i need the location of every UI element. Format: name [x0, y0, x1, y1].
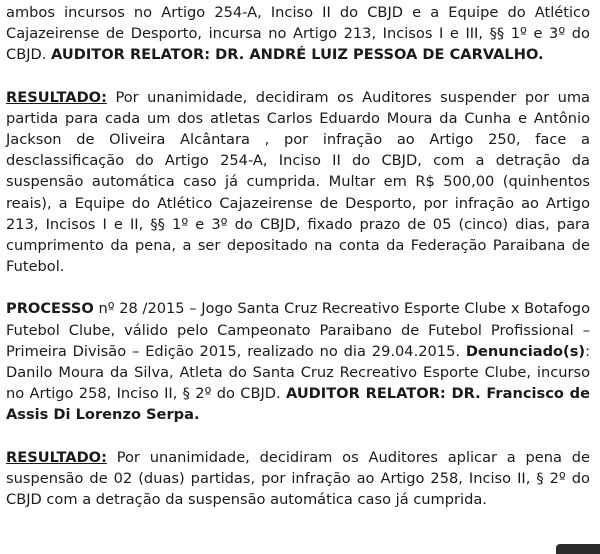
- resultado-label-2: RESULTADO:: [6, 448, 107, 466]
- paragraph-process-continuation: [6, 2, 590, 66]
- auditor-relator-1: AUDITOR RELATOR: DR. ANDRÉ LUIZ PESSOA DE CARVALHO.: [51, 46, 544, 64]
- processo-text-b: : Danilo Moura da Silva, Atleta do Santa Cruz Recreativo Esporte Clube, incurso no Artigo 258, Inciso II, § 2º do CBJD.: [6, 342, 590, 403]
- paragraph-resultado-1: [6, 87, 590, 278]
- resultado-text-1: Por unanimidade, decidiram os Auditores suspender por uma partida para cada um dos atletas Carlos Eduardo Moura da Cunha e Antônio Jackson de Oliveira Alcântara , por infração ao Artigo 250, face a desclassificação do Artigo 254-A, Inciso II do CBJD, com a detração da suspensão automática caso já cumprida. Multar em R$ 500,00 (quinhentos reais), a Equipe do Atlético Cajazeirense de Desporto, por infração ao Artigo 213, Incisos I e II, §§ 1º e 3º do CBJD, fixado prazo de 05 (cinco) dias, para cumprimento da pena, a ser depositado na conta da Federação Paraibana de Futebol.: [6, 88, 590, 276]
- paragraph-processo-28: [6, 298, 590, 425]
- paragraph-resultado-2: [6, 447, 590, 511]
- process-continuation-text: ambos incursos no Artigo 254-A, Inciso II do CBJD e a Equipe do Atlético Cajazeirense de Desporto, incursa no Artigo 213, Incisos I e III, §§ 1º e 3º do CBJD.: [6, 4, 590, 64]
- processo-label: PROCESSO: [6, 300, 94, 318]
- scan-edge-mark: [556, 544, 600, 554]
- document-page: [6, 2, 590, 510]
- processo-text-a: nº 28 /2015 – Jogo Santa Cruz Recreativo Esporte Clube x Botafogo Futebol Clube, válido pelo Campeonato Paraibano de Futebol Profissional – Primeira Divisão – Edição 2015, realizado no dia 29.04.2015.: [6, 300, 590, 360]
- denunciado-label: Denunciado(s): [465, 342, 586, 360]
- auditor-relator-2: AUDITOR RELATOR: DR. Francisco de Assis Di Lorenzo Serpa.: [6, 385, 590, 424]
- resultado-label-1: RESULTADO:: [6, 88, 107, 106]
- resultado-text-2: Por unanimidade, decidiram os Auditores aplicar a pena de suspensão de 02 (duas) partidas, por infração ao Artigo 258, Inciso II, § 2º do CBJD com a detração da suspensão automática caso já cumprida.: [6, 448, 590, 509]
